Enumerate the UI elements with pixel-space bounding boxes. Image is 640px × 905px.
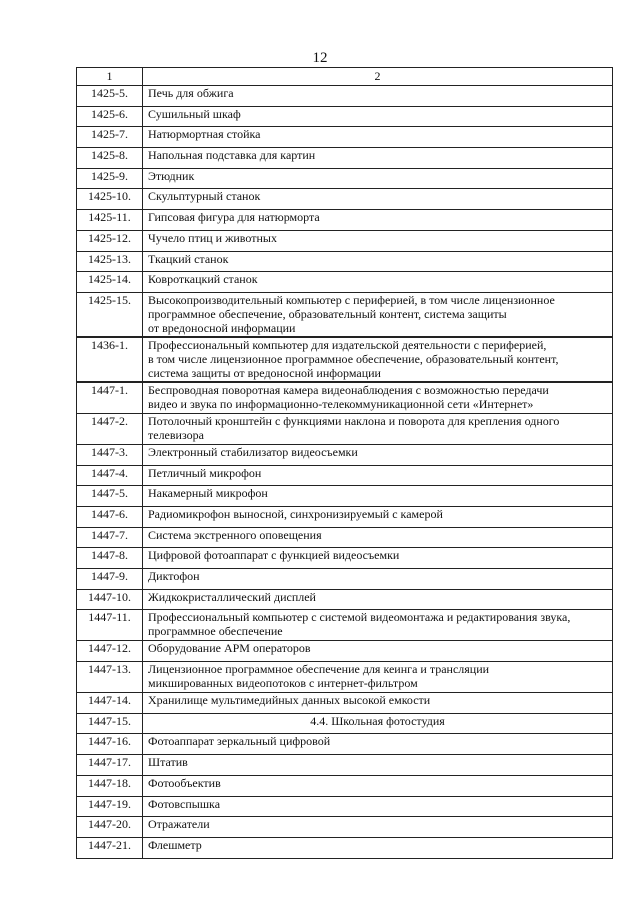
table-row — [77, 693, 613, 714]
row-description-cell — [143, 662, 613, 693]
row-number-cell: 1425-14. — [77, 272, 143, 293]
row-description-cell: Напольная подставка для картин — [143, 148, 613, 169]
description-line: микшированных видеопотоков с интернет-фильтром — [148, 676, 418, 691]
row-description-cell: Петличный микрофон — [143, 465, 613, 486]
row-number-cell: 1447-17. — [77, 755, 143, 776]
table-row — [77, 837, 613, 858]
row-description-cell — [143, 337, 613, 382]
description-line: Лицензионное программное обеспечение для кеинга и трансляции — [148, 662, 490, 677]
table-row — [77, 127, 613, 148]
table-row — [77, 210, 613, 231]
row-number-cell: 1447-5. — [77, 486, 143, 507]
row-number-cell: 1425-15. — [77, 292, 143, 337]
row-description-cell — [143, 382, 613, 413]
description-line: Высокопроизводительный компьютер с периферией, в том числе лицензионное — [148, 292, 555, 307]
row-number-cell: 1447-4. — [77, 465, 143, 486]
table-row — [77, 569, 613, 590]
description-line: видео и звука по информационно-телекоммуникационной сети «Интернет» — [148, 397, 534, 412]
description-line: в том числе лицензионное программное обеспечение, образовательный контент, — [148, 352, 559, 367]
row-description-cell: Жидкокристаллический дисплей — [143, 589, 613, 610]
table-row — [77, 589, 613, 610]
table-row — [77, 486, 613, 507]
row-number-cell: 1425-8. — [77, 148, 143, 169]
row-description-cell — [143, 610, 613, 641]
row-description-cell: Флешметр — [143, 837, 613, 858]
table-row — [77, 817, 613, 838]
description-line: Потолочный кронштейн с функциями наклона и поворота для крепления одного — [148, 413, 560, 428]
row-number-cell: 1447-12. — [77, 641, 143, 662]
row-description-cell: Фотовспышка — [143, 796, 613, 817]
table-row — [77, 775, 613, 796]
page-number: 12 — [312, 50, 328, 66]
table-row — [77, 548, 613, 569]
table-row — [77, 527, 613, 548]
section-heading-cell: 4.4. Школьная фотостудия — [143, 713, 613, 734]
description-line: телевизора — [148, 427, 204, 442]
description-line: программное обеспечение, образовательный контент, система защиты — [148, 306, 507, 321]
row-number-cell: 1447-11. — [77, 610, 143, 641]
description-line: Профессиональный компьютер для издательской деятельности с периферией, — [148, 338, 547, 353]
row-number-cell: 1447-16. — [77, 734, 143, 755]
row-description-cell: Цифровой фотоаппарат с функцией видеосъемки — [143, 548, 613, 569]
row-description-cell: Диктофон — [143, 569, 613, 590]
table-row — [77, 755, 613, 776]
row-description-cell: Чучело птиц и животных — [143, 230, 613, 251]
row-number-cell: 1425-7. — [77, 127, 143, 148]
row-number-cell: 1447-9. — [77, 569, 143, 590]
description-line: Беспроводная поворотная камера видеонаблюдения с возможностью передачи — [148, 383, 549, 398]
table-row — [77, 413, 613, 444]
table-row — [77, 251, 613, 272]
table-row — [77, 444, 613, 465]
table-row — [77, 713, 613, 734]
row-number-cell: 1425-12. — [77, 230, 143, 251]
row-description-cell: Натюрмортная стойка — [143, 127, 613, 148]
equipment-table — [76, 67, 613, 859]
row-number-cell: 1447-6. — [77, 506, 143, 527]
row-description-cell: Система экстренного оповещения — [143, 527, 613, 548]
row-description-cell: Фотоаппарат зеркальный цифровой — [143, 734, 613, 755]
row-number-cell: 1447-21. — [77, 837, 143, 858]
table-row — [77, 106, 613, 127]
row-description-cell: Отражатели — [143, 817, 613, 838]
table-row — [77, 610, 613, 641]
row-number-cell: 1425-10. — [77, 189, 143, 210]
table-row — [77, 168, 613, 189]
row-number-cell: 1447-14. — [77, 693, 143, 714]
description-line: Профессиональный компьютер с системой видеомонтажа и редактирования звука, — [148, 610, 571, 625]
row-number-cell: 1447-7. — [77, 527, 143, 548]
table-row — [77, 86, 613, 107]
row-number-cell: 1447-18. — [77, 775, 143, 796]
row-description-cell: Ковроткацкий станок — [143, 272, 613, 293]
row-description-cell: Штатив — [143, 755, 613, 776]
description-line: система защиты от вредоносной информации — [148, 366, 381, 381]
table-header-row — [77, 68, 613, 86]
row-description-cell: Фотообъектив — [143, 775, 613, 796]
table-row — [77, 272, 613, 293]
description-line: от вредоносной информации — [148, 320, 296, 335]
description-line: программное обеспечение — [148, 624, 283, 639]
row-description-cell — [143, 413, 613, 444]
table-row — [77, 465, 613, 486]
row-number-cell: 1436-1. — [77, 337, 143, 382]
table-row — [77, 189, 613, 210]
row-number-cell: 1447-8. — [77, 548, 143, 569]
table-row — [77, 230, 613, 251]
row-description-cell: Скульптурный станок — [143, 189, 613, 210]
row-description-cell: Накамерный микрофон — [143, 486, 613, 507]
row-description-cell: Этюдник — [143, 168, 613, 189]
row-number-cell: 1447-13. — [77, 662, 143, 693]
row-description-cell: Оборудование АРМ операторов — [143, 641, 613, 662]
row-number-cell: 1425-5. — [77, 86, 143, 107]
row-description-cell: Радиомикрофон выносной, синхронизируемый с камерой — [143, 506, 613, 527]
table-body — [77, 68, 613, 859]
table-row — [77, 796, 613, 817]
header-cell-description: 2 — [143, 68, 613, 86]
header-cell-number: 1 — [77, 68, 143, 86]
row-number-cell: 1447-15. — [77, 713, 143, 734]
row-number-cell: 1447-20. — [77, 817, 143, 838]
row-description-cell: Гипсовая фигура для натюрморта — [143, 210, 613, 231]
table-row — [77, 662, 613, 693]
row-number-cell: 1425-9. — [77, 168, 143, 189]
row-description-cell: Сушильный шкаф — [143, 106, 613, 127]
row-number-cell: 1447-19. — [77, 796, 143, 817]
table-row — [77, 337, 613, 382]
table-row — [77, 506, 613, 527]
table-row — [77, 734, 613, 755]
row-description-cell: Ткацкий станок — [143, 251, 613, 272]
row-number-cell: 1425-13. — [77, 251, 143, 272]
row-number-cell: 1425-11. — [77, 210, 143, 231]
row-description-cell — [143, 292, 613, 337]
row-number-cell: 1447-2. — [77, 413, 143, 444]
table-row — [77, 148, 613, 169]
row-number-cell: 1447-10. — [77, 589, 143, 610]
row-number-cell: 1447-3. — [77, 444, 143, 465]
table-row — [77, 292, 613, 337]
row-description-cell: Электронный стабилизатор видеосъемки — [143, 444, 613, 465]
table-row — [77, 382, 613, 413]
row-description-cell: Печь для обжига — [143, 86, 613, 107]
row-number-cell: 1425-6. — [77, 106, 143, 127]
row-number-cell: 1447-1. — [77, 382, 143, 413]
table-row — [77, 641, 613, 662]
row-description-cell: Хранилище мультимедийных данных высокой емкости — [143, 693, 613, 714]
